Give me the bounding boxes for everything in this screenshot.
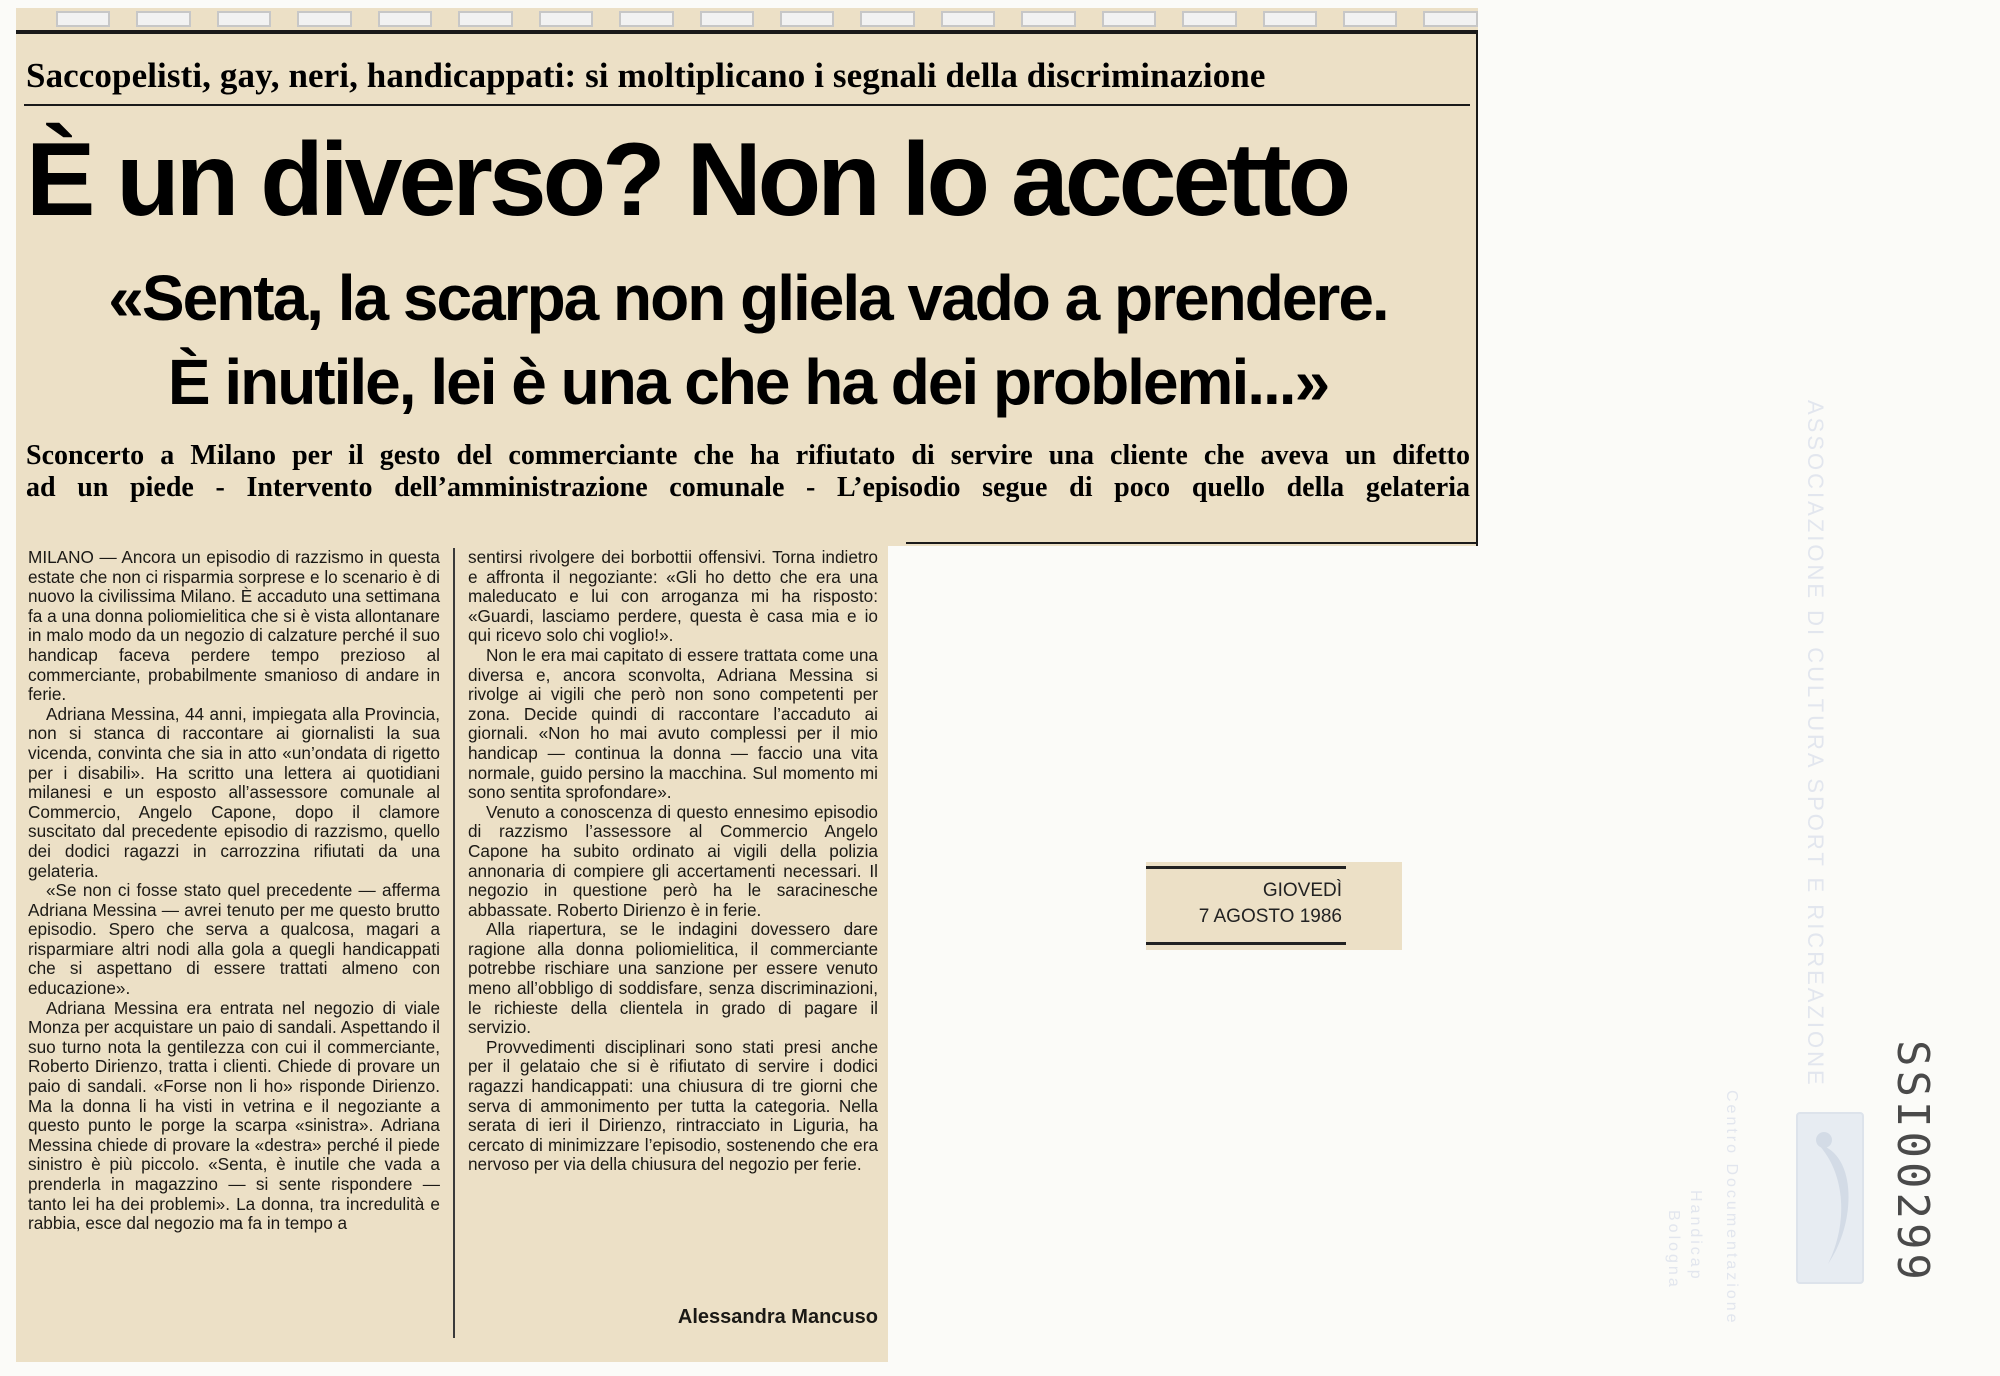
paragraph: Adriana Messina era entrata nel negozio di viale Monza per acquistare un paio di sandali. Aspettando il suo turno nota la gentilezza con cui il commerciante, Roberto Dirienzo, tratta i clienti. Chiede di provare un paio di sandali. «Forse non li ho» risponde Dirienzo. Ma la donna li ha visti in vetrina e il negoziante a questo punto le porge la scarpa «sinistra». Adriana Messina chiede di provare la «destra» perché il piede sinistro è più piccolo. «Senta, è inutile che vada a prenderla in magazzino — si sente rispondere — tanto lei ha dei problemi». La donna, tra incredulità e rabbia, esce dal negozio ma fa in tempo a xyxy=(28,997,440,1234)
stamp-logo-mark-icon xyxy=(1798,1114,1862,1282)
main-headline: È un diverso? Non lo accetto xyxy=(26,122,1348,238)
date-rule-top xyxy=(1146,866,1346,869)
paragraph: sentirsi rivolgere dei borbottii offensivi. Torna indietro e affronta il negoziante: «Gli ho detto che era una maleducato e lui con arroganza mi ha risposto: «Guardi, lasciamo perdere, questa è casa mia e io qui ricevo solo chi voglio!». xyxy=(468,547,878,646)
header-bottom-rule xyxy=(906,542,1476,544)
stamp-text-city: Bologna xyxy=(1665,1210,1682,1290)
top-rule xyxy=(16,30,1478,34)
article-column-1 xyxy=(28,548,440,1234)
subtitle-line-2: ad un piede - Intervento dell’amministrazione comunale - L’episodio segue di poco quello della gelateria xyxy=(26,472,1470,503)
paragraph: Non le era mai capitato di essere trattata come una diversa e, ancora sconvolta, Adriana Messina si rivolge ai vigili che però non sono competenti per zona. Decide quindi di raccontare l’accaduto ai giornali. «Non ho mai avuto complessi per il mio handicap — continua la donna — faccio una vita normale, guido persino la macchina. Sul momento mi sono sentita sprofondare». xyxy=(468,644,878,803)
stamp-text-association: ASSOCIAZIONE DI CULTURA SPORT E RICREAZIONE xyxy=(1803,400,1828,1088)
handwritten-archive-number: SSI00299 xyxy=(1887,1040,1938,1284)
paragraph: «Se non ci fosse stato quel precedente — afferma Adriana Messina — avrei tenuto per me questo brutto episodio. Spero che serva a qualcosa, magari a risparmiare altri nodi alla gola a quegli handicappati che si aspettano di essere trattati almeno con educazione». xyxy=(28,880,440,999)
date-text: 7 AGOSTO 1986 xyxy=(1198,906,1342,927)
paragraph: MILANO — Ancora un episodio di razzismo in questa estate che non ci risparmia sorprese e lo scenario è di nuovo la civilissima Milano. È accaduto una settimana fa a una donna poliomielitica che si è vista allontanare in malo modo da un negozio di calzature perché il suo handicap faceva perdere tempo prezioso al commerciante, probabilmente smanioso di andare in ferie. xyxy=(28,547,440,705)
scan-edge-markers xyxy=(16,8,1478,30)
article-column-2 xyxy=(468,548,878,1175)
paragraph: Adriana Messina, 44 anni, impiegata alla Provincia, non si stanca di raccontare ai giornalisti la sua vicenda, convinta che sia in atto «un’ondata di rigetto per i disabili». Ha scritto una lettera ai quotidiani milanesi e un esposto all’assessore comunale al Commercio, Angelo Capone, dopo il clamore suscitato dal precedente episodio di razzismo, quello dei dodici ragazzi in carrozzina rifiutati da una gelateria. xyxy=(28,703,440,881)
date-weekday: GIOVEDÌ xyxy=(1262,880,1342,901)
stamp-text-center: Centro Documentazione xyxy=(1723,1090,1740,1326)
column-separator xyxy=(453,548,455,1338)
quote-line-1: «Senta, la scarpa non gliela vado a prendere. xyxy=(108,262,1388,334)
paragraph: Venuto a conoscenza di questo ennesimo episodio di razzismo l’assessore al Commercio Angelo Capone ha subito ordinato ai vigili della polizia annonaria di compiere gli accertamenti necessari. Il negozio in questione però ha le saracinesche abbassate. Roberto Dirienzo è in ferie. xyxy=(468,801,878,920)
subtitle-line-1: Sconcerto a Milano per il gesto del commerciante che ha rifiutato di servire una cliente che aveva un difetto xyxy=(26,440,1470,471)
kicker-rule xyxy=(24,104,1470,106)
author-signature: Alessandra Mancuso xyxy=(677,1306,878,1328)
kicker-headline: Saccopelisti, gay, neri, handicappati: si moltiplicano i segnali della discriminazione xyxy=(26,56,1266,95)
paragraph: Provvedimenti disciplinari sono stati presi anche per il gelataio che si è rifiutato di servire i dodici ragazzi handicappati: una chiusura di tre giorni che serva di ammonimento per tutta la categoria. Nella serata di ieri il Dirienzo, rintracciato in Liguria, ha cercato di minimizzare l’episodio, sostenendo che era nervoso per via della chiusura del negozio per ferie. xyxy=(468,1036,878,1175)
stamp-text-handicap: Handicap xyxy=(1687,1190,1704,1282)
right-edge-rule xyxy=(1476,30,1478,546)
paragraph: Alla riapertura, se le indagini dovessero dare ragione alla donna poliomielitica, il commerciante potrebbe rischiare una sanzione per essere venuto meno all’obbligo di soddisfare, senza discriminazioni, le richieste della clientela in grado di pagare il servizio. xyxy=(468,919,878,1038)
stamp-logo-icon xyxy=(1796,1112,1864,1284)
date-clipping xyxy=(1146,862,1402,950)
date-rule-bottom xyxy=(1146,942,1346,945)
quote-line-2: È inutile, lei è una che ha dei problemi...» xyxy=(167,346,1329,418)
